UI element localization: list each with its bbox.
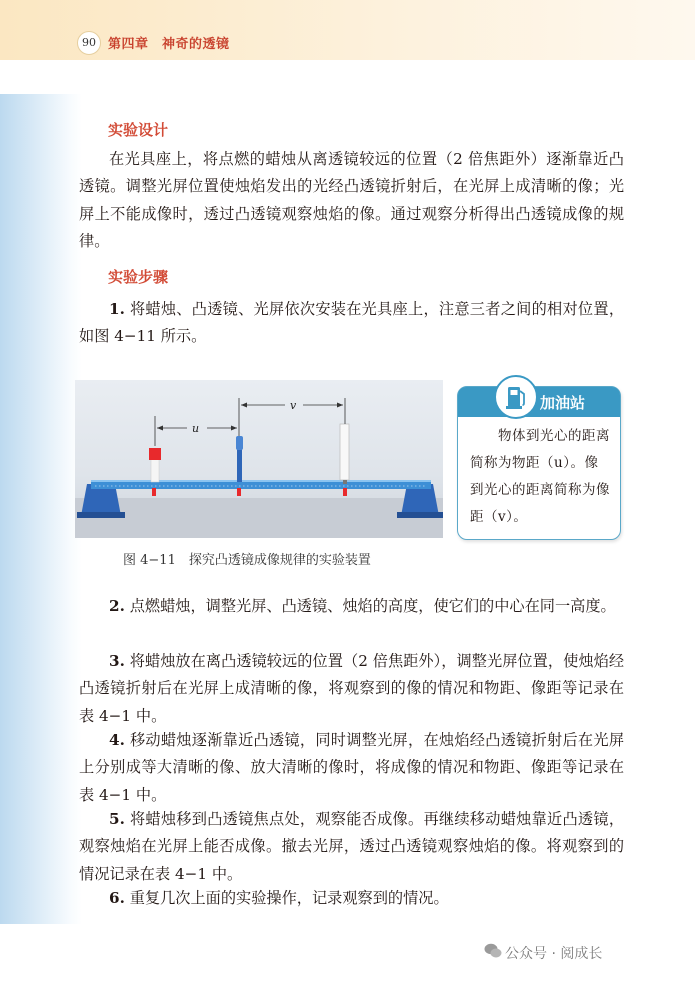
wechat-icon	[484, 943, 502, 963]
info-box-title-bar	[458, 387, 620, 417]
decorative-side-band	[0, 94, 82, 924]
step-3-number: 3.	[109, 652, 125, 670]
step-6	[79, 885, 624, 912]
chapter-title: 第四章 神奇的透镜	[108, 37, 230, 52]
step-6-number: 6.	[109, 889, 125, 907]
step-1-text: 将蜡烛、凸透镜、光屏依次安装在光具座上，注意三者之间的相对位置，如图 4−11 所示。	[79, 300, 625, 346]
label-v: v	[290, 399, 297, 412]
optical-bench-illustration	[75, 380, 443, 538]
step-4-text: 移动蜡烛逐渐靠近凸透镜，同时调整光屏，在烛焰经凸透镜折射后在光屏上分别成等大清晰的像、放大清晰的像时，将成像的情况和物距、像距等记录在表 4−1 中。	[79, 731, 625, 804]
step-2-text: 点燃蜡烛，调整光屏、凸透镜、烛焰的高度，使它们的中心在同一高度。	[129, 597, 616, 615]
info-box-text: 物体到光心的距离简称为物距（u）。像到光心的距离简称为像距（v）。	[470, 428, 610, 525]
optical-bench-photo	[75, 380, 443, 538]
step-5-text: 将蜡烛移到凸透镜焦点处，观察能否成像。再继续移动蜡烛靠近凸透镜，观察烛焰在光屏上能否成像。撤去光屏，透过凸透镜观察烛焰的像。将观察到的情况记录在表 4−1 中。	[79, 810, 625, 883]
heading-experiment-design: 实验设计	[108, 121, 169, 139]
design-paragraph: 在光具座上，将点燃的蜡烛从离透镜较远的位置（2 倍焦距外）逐渐靠近凸透镜。调整光屏位置使烛焰发出的光经凸透镜折射后，在光屏上成清晰的像；光屏上不能成像时，透过凸透镜观察烛焰的像。通过观察分析得出凸透镜成像的规律。	[79, 150, 624, 250]
step-1-number: 1.	[109, 300, 125, 318]
figure-caption: 图 4−11 探究凸透镜成像规律的实验装置	[123, 553, 371, 568]
step-4	[79, 727, 624, 809]
label-u: u	[192, 422, 200, 435]
step-3-text: 将蜡烛放在离凸透镜较远的位置（2 倍焦距外），调整光屏位置，使烛焰经凸透镜折射后在光屏上成清晰的像，将观察到的像的情况和物距、像距等记录在表 4−1 中。	[79, 652, 625, 725]
step-1	[79, 296, 624, 351]
page-number: 90	[77, 31, 101, 55]
page-header	[0, 0, 695, 60]
step-4-number: 4.	[109, 731, 125, 749]
heading-experiment-steps: 实验步骤	[108, 268, 169, 286]
step-5-number: 5.	[109, 810, 125, 828]
info-box-jiayouzhan	[457, 386, 621, 540]
info-box-title: 加油站	[540, 394, 586, 412]
step-6-text: 重复几次上面的实验操作，记录观察到的情况。	[129, 889, 449, 907]
step-2	[79, 593, 624, 620]
step-2-number: 2.	[109, 597, 125, 615]
step-5	[79, 806, 624, 888]
step-3	[79, 648, 624, 730]
fuel-pump-icon	[494, 375, 538, 419]
watermark-text: 公众号 · 阅成长	[505, 946, 603, 962]
